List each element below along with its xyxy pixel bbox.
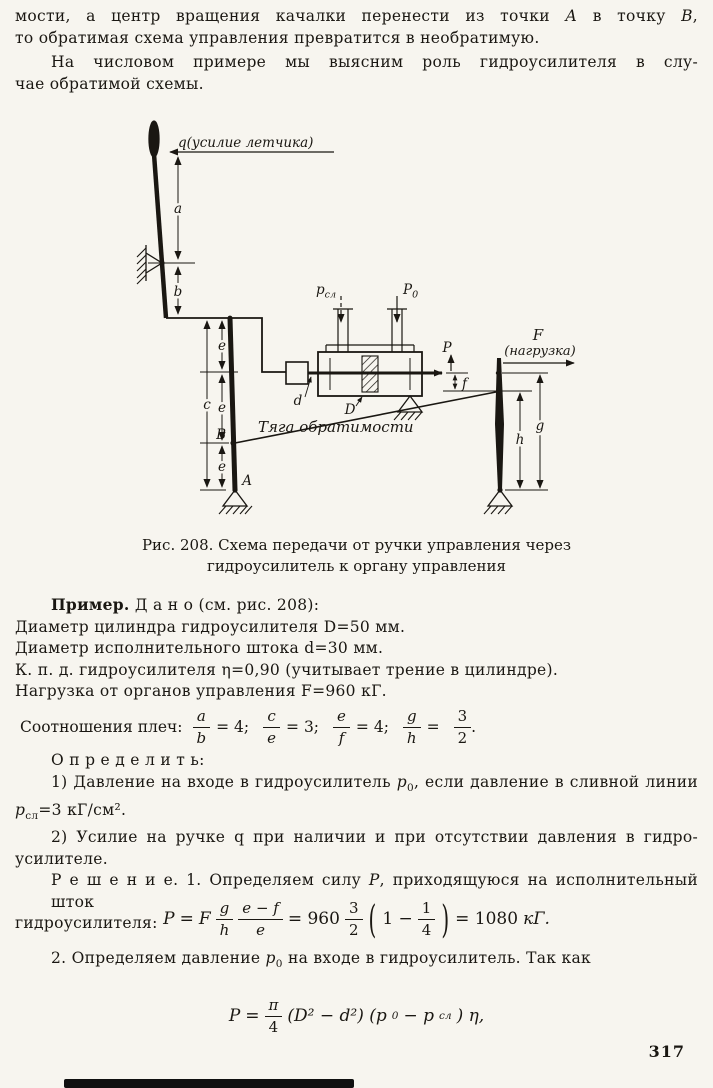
label-d-big [344, 397, 362, 418]
caption-line-2: гидроусилитель к органу управления [207, 557, 506, 575]
text-run: =3 кГ/см². [38, 800, 127, 819]
label-p0 [402, 282, 418, 301]
figure-caption [0, 535, 713, 577]
frac-den: 4 [421, 921, 432, 939]
caption-line-1: Рис. 208. Схема передачи от ручки управления через [141, 536, 572, 554]
formula-term: = 960 [287, 909, 340, 929]
formula-term: − p [403, 1006, 434, 1026]
frac-den: 4 [268, 1018, 279, 1036]
label-tyaga: Тяга обратимости [258, 418, 414, 436]
frac-num: 1 [418, 899, 436, 920]
output-lever [495, 358, 504, 490]
dim-c-label: c [203, 397, 211, 413]
arm-ratios-line [20, 706, 476, 748]
ratio-equals: = [426, 718, 440, 736]
frac-den: f [338, 729, 345, 747]
force-P [441, 340, 452, 371]
formula-term: 1 − [382, 909, 413, 929]
hatch-lines [219, 506, 252, 514]
label-q: q(усилие летчика) [178, 135, 314, 151]
ratio-3-2 [454, 707, 472, 747]
p0-base: P [403, 282, 413, 298]
ratio-e-f [333, 707, 350, 747]
formula-pressure [0, 992, 713, 1040]
solution-line-2: гидроусилителя: [15, 914, 158, 933]
frac-g-h [216, 899, 234, 939]
ratio-value: = 3; [286, 718, 320, 736]
paragraph-2 [15, 52, 698, 95]
frac-den: b [196, 729, 207, 747]
leader-line [356, 397, 362, 406]
p-sl-sub: сл [324, 289, 336, 301]
frac-ef-e [238, 899, 283, 939]
paragraph-1 [15, 6, 698, 49]
dim-f [443, 373, 532, 392]
frac-num: e [333, 707, 350, 728]
frac-1-4 [418, 899, 436, 939]
formula-unit: кГ. [523, 909, 550, 929]
joint-dot [496, 371, 500, 375]
opredelit-heading: О п р е д е л и т ь: [51, 751, 205, 769]
pilot-stick [149, 121, 166, 318]
frac-num: e − f [238, 899, 283, 920]
example-label: Пример. [51, 595, 130, 614]
frac-3-2 [345, 899, 363, 939]
link-rod [166, 318, 286, 372]
dim-h-label: h [515, 432, 525, 448]
var-p: p [396, 773, 407, 791]
text-run: , [692, 7, 698, 25]
item-2-line-2: усилителе. [15, 849, 109, 868]
open-paren: ( [368, 896, 377, 942]
text-run: Р е ш е н и е. 1. Определяем силу [51, 871, 369, 890]
ratio-c-e [263, 707, 280, 747]
label-p-sl [316, 282, 336, 301]
sub-0: 0 [391, 1010, 399, 1022]
given-line-3: К. п. д. гидроусилителя η=0,90 (учитывает трение в цилиндре). [15, 660, 559, 679]
text-run: 2. Определяем давление [51, 949, 266, 967]
frac-den: h [406, 729, 417, 747]
text-line: чае обратимой схемы. [15, 74, 204, 93]
text-run: , приходящуюся на исполнительный шток [51, 871, 698, 911]
text-line: то обратимая схема управления превратится в необратимую. [15, 28, 540, 47]
frac-num: g [403, 707, 421, 728]
dim-g-label: g [535, 418, 545, 434]
feedback-rod [235, 392, 496, 443]
linkage [166, 318, 286, 372]
scan-artifact-bar [64, 1079, 354, 1088]
piston [362, 356, 378, 392]
text-line: На числовом примере мы выясним роль гидроусилителя в слу- [51, 53, 698, 71]
frac-den: 2 [348, 921, 359, 939]
pivot-dot [159, 260, 164, 265]
joint-dot [228, 316, 233, 321]
given-line-2: Диаметр исполнительного штока d=30 мм. [15, 639, 384, 657]
sub-0: 0 [406, 782, 414, 795]
output-support [484, 487, 512, 514]
close-paren: ) [441, 896, 450, 942]
example-given-block [15, 594, 698, 703]
text-run: 1) Давление на входе в гидроусилитель [51, 773, 397, 791]
point-a-ref: А [565, 7, 578, 25]
frac-num: c [263, 707, 280, 728]
text-run: на входе в гидроусилитель. Так как [282, 949, 592, 967]
var-p: p [265, 949, 276, 967]
formula-term: ) η, [456, 1006, 485, 1026]
sub-0: 0 [275, 958, 283, 971]
dim-b-label: b [173, 284, 183, 300]
p0-sub: 0 [412, 289, 419, 301]
given-line-4: Нагрузка от органов управления F=960 кГ. [15, 682, 387, 700]
label-nagruzka: (нагрузка) [504, 344, 576, 359]
frac-pi-4 [265, 996, 283, 1036]
var-p: p [15, 800, 26, 819]
frac-num: π [265, 996, 283, 1017]
lever-blade [230, 318, 235, 490]
label-D: D [344, 402, 356, 418]
valve-spool-block [286, 362, 308, 384]
text-run: в точку [577, 7, 682, 25]
point-b-ref: В [681, 7, 693, 25]
dim-a-label: a [173, 201, 183, 217]
formula-term: (D² − d²) (p [287, 1006, 387, 1026]
dim-e2-label: e [218, 400, 226, 416]
ratio-a-b [193, 707, 211, 747]
lever-blade [495, 358, 504, 490]
item-1-line-1 [15, 772, 698, 800]
page-number: 317 [648, 1042, 685, 1061]
dim-e3-label: e [218, 459, 226, 475]
stick-grip [149, 121, 159, 157]
ratio-g-h [403, 707, 421, 747]
frac-num: g [216, 899, 234, 920]
hatch-lines [484, 506, 512, 514]
pressure-arrows [316, 282, 418, 322]
figure-208-diagram [0, 112, 713, 534]
ratios-label: Соотношения плеч: [20, 718, 183, 736]
pilot-force-arrow [170, 135, 334, 152]
frac-den: h [219, 921, 230, 939]
formula-force-P [0, 896, 713, 942]
label-F: F [532, 326, 544, 344]
formula-term: = [179, 909, 194, 929]
step-2-line [15, 948, 713, 976]
point-B-dot [230, 440, 235, 445]
formula-term: P [163, 909, 175, 929]
frac-num: a [193, 707, 211, 728]
support-A [219, 490, 252, 514]
text-run: мости, а центр вращения качалки перенести из точки [15, 7, 566, 25]
sub-sl: сл [25, 809, 39, 822]
dim-f-label: f [462, 376, 467, 392]
item-1-line-2 [15, 800, 698, 828]
stick-shaft [154, 154, 166, 318]
var-P: P [368, 871, 380, 890]
label-P: P [442, 340, 452, 356]
hatch-lines [137, 248, 146, 284]
given-line-1: Диаметр цилиндра гидроусилителя D=50 мм. [15, 617, 406, 636]
frac-den: e [256, 921, 266, 939]
ratio-value: = 4; [355, 718, 389, 736]
formula-term: P [228, 1006, 241, 1026]
load-force-arrow [503, 326, 576, 363]
dim-b [174, 267, 183, 314]
p-sl-base: p [315, 282, 325, 298]
dim-e1-label: e [218, 338, 226, 354]
frac-num: 3 [345, 899, 363, 920]
label-B: В [216, 427, 226, 443]
formula-term: = 1080 [455, 909, 519, 929]
item-2-line-1: 2) Усилие на ручке q при наличии и при отсутствии давления в гидро- [51, 828, 698, 847]
frac-den: e [267, 729, 277, 747]
ratio-value: = 4; [216, 718, 250, 736]
dano-label: Д а н о (см. рис. 208): [129, 596, 320, 614]
text-line [15, 594, 698, 617]
text-line [15, 6, 698, 28]
label-d: d [293, 393, 303, 409]
label-A: А [242, 473, 253, 489]
frac-den: 2 [457, 729, 468, 747]
formula-term: F [198, 909, 211, 929]
ratios-period: . [471, 718, 477, 736]
frac-num: 3 [454, 707, 472, 728]
text-run: , если давление в сливной линии [413, 773, 699, 791]
sub-sl: сл [438, 1010, 452, 1022]
formula-term: = [245, 1006, 260, 1026]
